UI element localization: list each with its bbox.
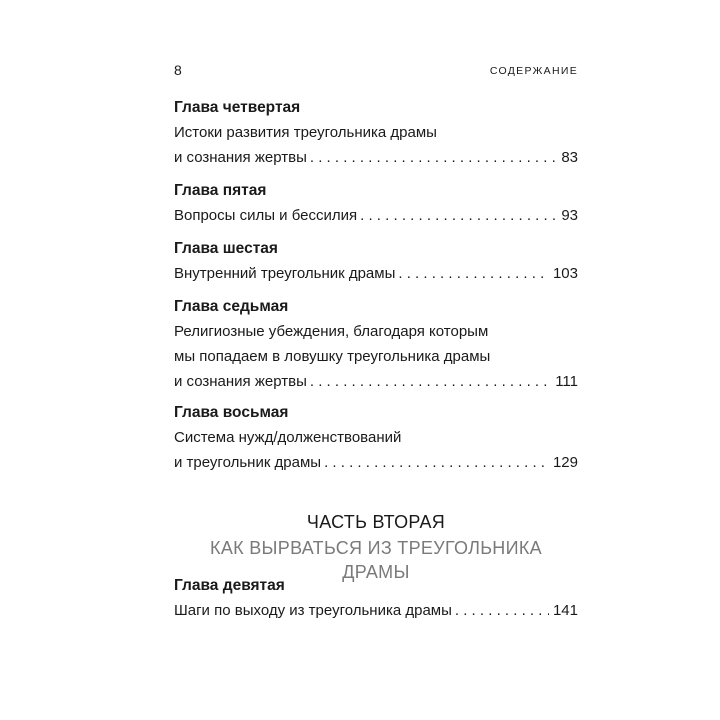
- page-ref[interactable]: 141: [552, 602, 578, 619]
- dot-leader: [310, 369, 551, 394]
- toc-entry-chapter-6[interactable]: [174, 237, 578, 286]
- entry-last-line: [174, 369, 578, 394]
- page-number: 8: [174, 62, 182, 78]
- chapter-title: Глава девятая: [174, 577, 285, 594]
- toc-entry-chapter-8[interactable]: [174, 401, 578, 475]
- entry-last-line: [174, 203, 578, 228]
- chapter-title: Глава четвертая: [174, 99, 301, 116]
- page-ref[interactable]: 93: [561, 207, 578, 224]
- entry-line: Система нужд/долженствований: [174, 429, 402, 446]
- entry-text: и сознания жертвы: [174, 373, 307, 390]
- dot-leader: [310, 145, 557, 170]
- toc-entry-chapter-4[interactable]: [174, 96, 578, 170]
- entry-text: Шаги по выходу из треугольника драмы: [174, 602, 452, 619]
- page-ref[interactable]: 83: [561, 149, 578, 166]
- entry-last-line: [174, 598, 578, 623]
- toc-entry-chapter-5[interactable]: [174, 179, 578, 228]
- part-title: КАК ВЫРВАТЬСЯ ИЗ ТРЕУГОЛЬНИКА ДРАМЫ: [210, 538, 542, 582]
- part-label: ЧАСТЬ ВТОРАЯ: [306, 512, 446, 532]
- entry-line: Истоки развития треугольника драмы: [174, 124, 437, 141]
- entry-text: и треугольник драмы: [174, 454, 322, 471]
- entry-last-line: [174, 145, 578, 170]
- chapter-title: Глава седьмая: [174, 298, 289, 315]
- book-page: [174, 0, 578, 720]
- entry-last-line: [174, 450, 578, 475]
- chapter-title: Глава восьмая: [174, 404, 289, 421]
- dot-leader: [324, 450, 549, 475]
- dot-leader: [360, 203, 557, 228]
- entry-last-line: [174, 261, 578, 286]
- running-head: СОДЕРЖАНИЕ: [489, 65, 578, 77]
- dot-leader: [398, 261, 549, 286]
- toc-entry-chapter-9[interactable]: [174, 574, 578, 623]
- entry-text: Внутренний треугольник драмы: [174, 265, 396, 282]
- chapter-title: Глава шестая: [174, 240, 278, 257]
- page-ref[interactable]: 129: [552, 454, 578, 471]
- entry-line: мы попадаем в ловушку треугольника драмы: [174, 348, 491, 365]
- page-ref[interactable]: 111: [555, 373, 578, 390]
- entry-text: и сознания жертвы: [174, 149, 307, 166]
- page-ref[interactable]: 103: [552, 265, 578, 282]
- entry-text: Вопросы силы и бессилия: [174, 207, 358, 224]
- dot-leader: [455, 598, 549, 623]
- entry-line: Религиозные убеждения, благодаря которым: [174, 323, 489, 340]
- toc-entry-chapter-7[interactable]: [174, 295, 578, 394]
- chapter-title: Глава пятая: [174, 182, 267, 199]
- part-heading: [174, 510, 578, 584]
